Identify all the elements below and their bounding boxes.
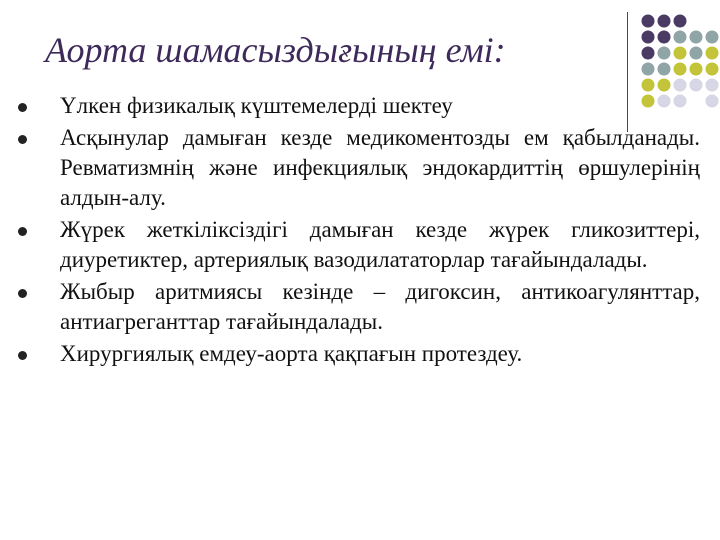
- slide-title: Аорта шамасыздығының емі:: [45, 30, 506, 70]
- ornament-dot: [690, 79, 703, 92]
- ornament-dot: [658, 31, 671, 44]
- bullet-icon: [18, 227, 27, 236]
- list-item: [18, 277, 700, 337]
- ornament-dot: [674, 15, 687, 28]
- ornament-dot: [658, 47, 671, 60]
- bullet-icon: [18, 289, 27, 298]
- ornament-dot: [674, 63, 687, 76]
- list-item-text: Асқынулар дамыған кезде медикоментозды ем қабылданады. Ревматизмнің және инфекциялық эндокардиттің өршулерінің алдын-алу.: [60, 125, 700, 210]
- list-item-text: Үлкен физикалық күштемелерді шектеу: [60, 93, 453, 118]
- bullet-list: [18, 91, 700, 371]
- bullet-icon: [18, 135, 27, 144]
- ornament-dot: [658, 79, 671, 92]
- list-item: [18, 91, 700, 121]
- list-item: [18, 339, 700, 369]
- ornament-dot: [706, 95, 719, 108]
- ornament-dot: [674, 79, 687, 92]
- list-item: [18, 215, 700, 275]
- ornament-dot: [642, 63, 655, 76]
- list-item-text: Хирургиялық емдеу-аорта қақпағын протездеу.: [60, 341, 523, 366]
- ornament-dot: [690, 31, 703, 44]
- ornament-dot: [674, 47, 687, 60]
- ornament-dot: [658, 15, 671, 28]
- ornament-dot: [642, 79, 655, 92]
- list-item-text: Жыбыр аритмиясы кезінде – дигоксин, антикоагулянттар, антиагреганттар тағайындалады.: [60, 279, 700, 334]
- ornament-dot: [706, 31, 719, 44]
- ornament-dot: [690, 63, 703, 76]
- list-item: [18, 123, 700, 213]
- ornament-dot: [642, 15, 655, 28]
- ornament-dot: [690, 47, 703, 60]
- ornament-dot: [706, 47, 719, 60]
- ornament-dot: [642, 47, 655, 60]
- bullet-icon: [18, 103, 27, 112]
- ornament-dot: [642, 31, 655, 44]
- ornament-dot: [706, 63, 719, 76]
- list-item-text: Жүрек жеткіліксіздігі дамыған кезде жүрек гликозиттері, диуретиктер, артериялық вазодилататорлар тағайындалады.: [60, 217, 700, 272]
- ornament-dot: [706, 79, 719, 92]
- ornament-dot: [674, 31, 687, 44]
- bullet-icon: [18, 351, 27, 360]
- ornament-dot: [658, 63, 671, 76]
